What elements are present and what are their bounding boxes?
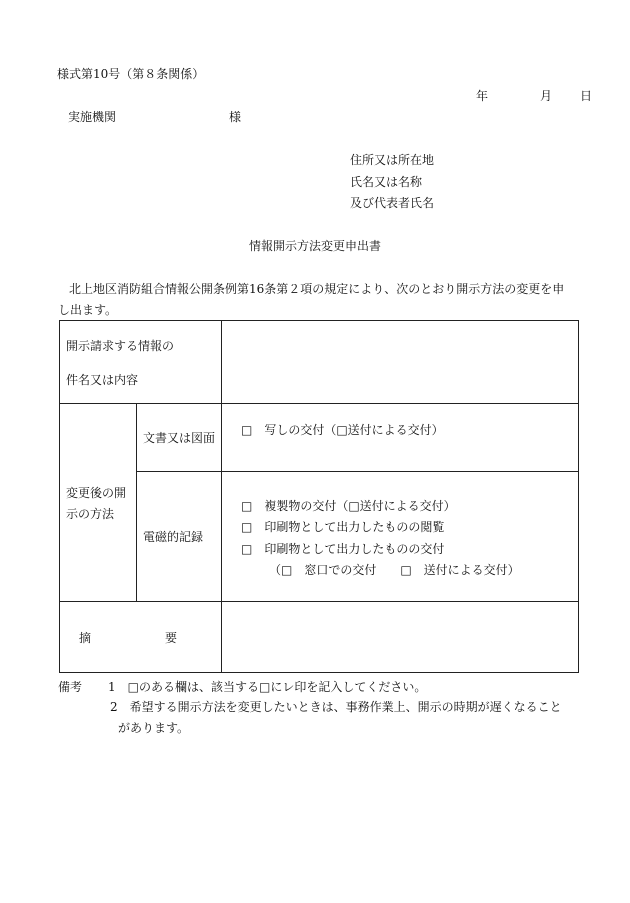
date-line bbox=[476, 90, 592, 102]
doc-option[interactable]: □ 写しの交付（□送付による交付） bbox=[241, 423, 444, 437]
notes-label: 備考 bbox=[58, 680, 83, 694]
notes-item-2-cont: があります。 bbox=[118, 721, 190, 735]
request-label-2: 件名又は内容 bbox=[66, 373, 139, 387]
date-day: 日 bbox=[580, 89, 593, 103]
elec-option-1[interactable]: □ 複製物の交付（□送付による交付） bbox=[241, 499, 456, 513]
summary-field[interactable] bbox=[222, 602, 578, 672]
notes-line-1 bbox=[58, 681, 426, 693]
notes-item-2: 2 希望する開示方法を変更したいときは、事務作業上、開示の時期が遅くなること bbox=[110, 700, 562, 714]
date-month: 月 bbox=[540, 89, 553, 103]
summary-label-2: 要 bbox=[165, 631, 178, 645]
notes-item-1: 1 □のある欄は、該当する□にレ印を記入してください。 bbox=[108, 680, 427, 694]
elec-option-3[interactable]: □ 印刷物として出力したものの交付 bbox=[241, 542, 445, 556]
body-text-line-1: 北上地区消防組合情報公開条例第16条第２項の規定により、次のとおり開示方法の変更を申 bbox=[69, 282, 565, 296]
request-label-1: 開示請求する情報の bbox=[66, 339, 175, 353]
table-divider bbox=[59, 403, 579, 404]
recipient-label: 実施機関 bbox=[68, 110, 117, 124]
summary-label-1: 摘 bbox=[79, 631, 92, 645]
change-method-label-2: 示の方法 bbox=[66, 507, 115, 521]
address-label: 住所又は所在地 bbox=[350, 153, 435, 167]
doc-label: 文書又は図面 bbox=[143, 431, 216, 445]
body-text-line-2: し出ます。 bbox=[58, 303, 118, 317]
recipient-honorific: 様 bbox=[229, 110, 242, 124]
representative-label: 及び代表者氏名 bbox=[350, 196, 435, 210]
form-number: 様式第10号（第８条関係） bbox=[57, 67, 205, 81]
date-year: 年 bbox=[476, 89, 489, 103]
request-content-field[interactable] bbox=[222, 321, 578, 403]
document-title: 情報開示方法変更申出書 bbox=[249, 239, 382, 253]
table-divider bbox=[136, 403, 137, 601]
elec-option-2[interactable]: □ 印刷物として出力したものの閲覧 bbox=[241, 520, 445, 534]
elec-label: 電磁的記録 bbox=[143, 530, 204, 544]
elec-option-4[interactable]: （□ 窓口での交付 □ 送付による交付） bbox=[269, 563, 520, 577]
table-divider bbox=[136, 471, 579, 472]
change-method-label-1: 変更後の開 bbox=[66, 486, 127, 500]
name-label: 氏名又は名称 bbox=[350, 175, 423, 189]
